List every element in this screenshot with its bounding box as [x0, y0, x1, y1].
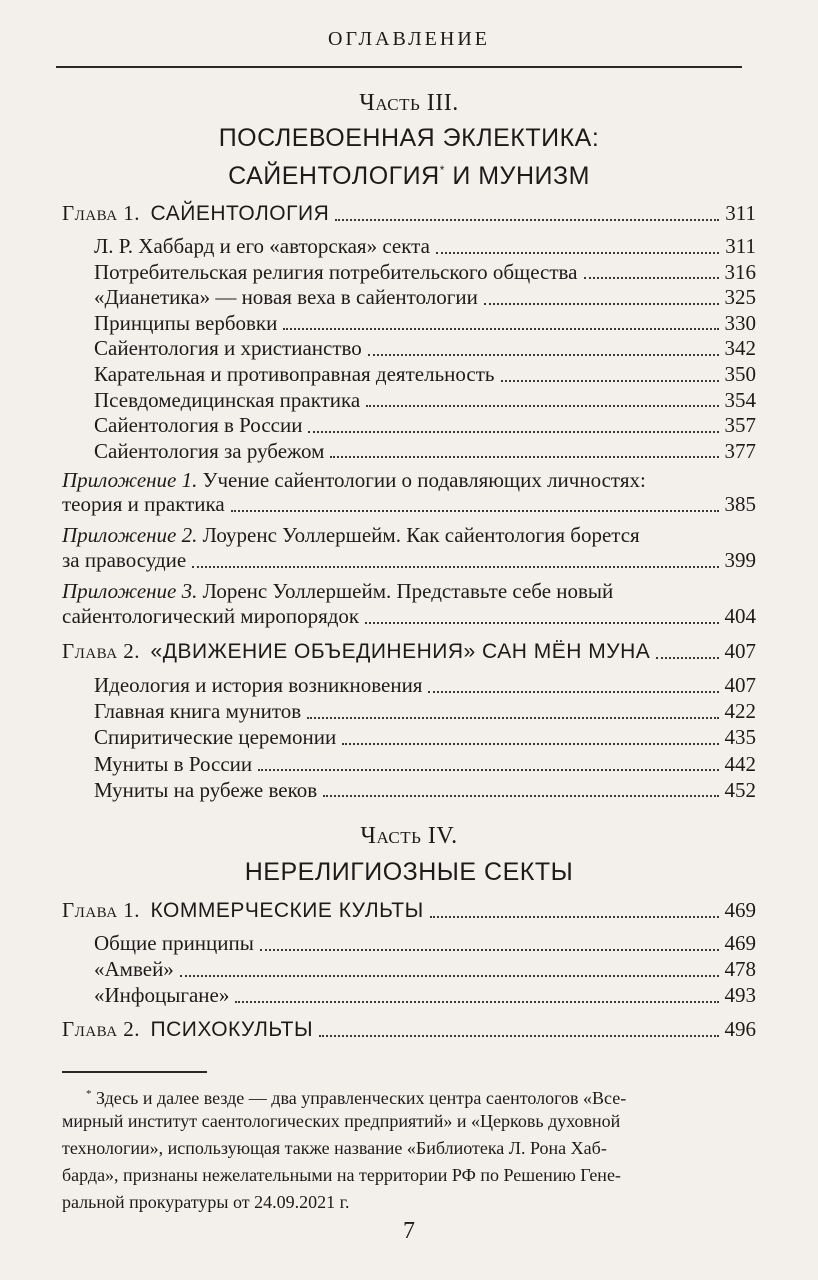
footnote-line-1: * Здесь и далее везде — два управленческих центра саентологов «Все-	[86, 1088, 627, 1108]
toc-entry[interactable]	[94, 752, 756, 777]
toc-entry-title: Муниты на рубеже веков	[94, 777, 318, 802]
toc-entry-title: «Амвей»	[94, 957, 174, 981]
dot-leader	[283, 328, 718, 330]
chapter-title: ПСИХОКУЛЬТЫ	[150, 1018, 314, 1041]
dot-leader	[430, 916, 719, 918]
dot-leader	[308, 431, 718, 433]
header-rule	[56, 66, 742, 68]
dot-leader	[258, 769, 718, 771]
dot-leader	[323, 795, 718, 797]
dot-leader	[484, 303, 719, 305]
page-number: 7	[403, 1218, 415, 1244]
toc-entry-title: Общие принципы	[94, 931, 254, 955]
toc-entry-title: «Дианетика» — новая веха в сайентологии	[94, 285, 478, 310]
appendix-label: Приложение 1.	[62, 468, 198, 492]
part-3-label: Часть III.	[359, 90, 459, 116]
page-ref: 493	[724, 983, 756, 1007]
page-ref: 316	[724, 259, 756, 284]
page-ref: 311	[725, 201, 756, 225]
page-ref: 422	[724, 699, 756, 724]
toc-entry-title: Псевдомедицинская практика	[94, 387, 361, 412]
dot-leader	[330, 456, 718, 458]
toc-entry-title: Потребительская религия потребительского общества	[94, 259, 578, 284]
toc-entry-title: «Инфоцыгане»	[94, 983, 230, 1007]
running-head: ОГЛАВЛЕНИЕ	[328, 28, 490, 50]
chapter-title: «ДВИЖЕНИЕ ОБЪЕДИНЕНИЯ» САН МЁН МУНА	[150, 640, 651, 663]
toc-entry-title: Идеология и история возникновения	[94, 673, 423, 697]
dot-leader	[501, 380, 719, 382]
dot-leader	[428, 691, 718, 693]
toc-entry[interactable]	[94, 336, 756, 361]
toc-entry-title: Сайентология за рубежом	[94, 438, 325, 463]
appendix-2-line-2[interactable]: за правосудие 399	[62, 548, 756, 572]
appendix-2-line-1[interactable]: Приложение 2. Лоуренс Уоллершейм. Как сайентология борется	[62, 523, 640, 547]
toc-chapter-psychocults[interactable]	[62, 1017, 756, 1042]
dot-leader	[366, 405, 718, 407]
dot-leader	[335, 219, 719, 221]
toc-entry-title: Карательная и противоправная деятельность	[94, 362, 495, 386]
part-4-title: НЕРЕЛИГИОЗНЫЕ СЕКТЫ	[244, 858, 574, 886]
toc-entry[interactable]	[94, 234, 756, 259]
page-ref: 399	[724, 548, 756, 572]
toc-entry-title: Сайентология в России	[94, 413, 303, 438]
dot-leader	[342, 743, 718, 745]
page-ref: 357	[724, 413, 756, 438]
page-ref: 377	[724, 438, 756, 463]
footnote-mark: *	[86, 1088, 92, 1100]
toc-entry[interactable]	[94, 388, 756, 413]
appendix-label: Приложение 3.	[62, 579, 198, 603]
page-ref: 452	[724, 777, 756, 802]
part-3-title-line-1: ПОСЛЕВОЕННАЯ ЭКЛЕКТИКА:	[218, 124, 600, 152]
toc-entry[interactable]	[94, 260, 756, 285]
toc-entry[interactable]	[94, 699, 756, 724]
page-ref: 469	[724, 931, 756, 955]
dot-leader	[231, 510, 719, 512]
appendix-3-line-2[interactable]: сайентологический миропорядок 404	[62, 604, 756, 628]
dot-leader	[235, 1001, 718, 1003]
dot-leader	[319, 1035, 718, 1037]
chapter-label: Глава 2.	[62, 1017, 141, 1041]
chapter-title: КОММЕРЧЕСКИЕ КУЛЬТЫ	[150, 899, 424, 922]
toc-entry[interactable]	[94, 439, 756, 464]
toc-entry[interactable]	[94, 983, 756, 1008]
page-ref: 407	[724, 639, 756, 663]
appendix-1-line-2[interactable]: теория и практика 385	[62, 492, 756, 516]
toc-entry-title: Принципы вербовки	[94, 310, 278, 335]
chapter-title: САЙЕНТОЛОГИЯ	[150, 202, 330, 225]
part-3-title-line-2: САЙЕНТОЛОГИЯ* И МУНИЗМ	[228, 162, 590, 190]
toc-entry[interactable]	[94, 778, 756, 803]
toc-entry-title: Главная книга мунитов	[94, 699, 302, 724]
toc-entry[interactable]	[94, 931, 756, 956]
page-ref: 404	[724, 604, 756, 628]
appendix-label: Приложение 2.	[62, 523, 198, 547]
page-ref: 354	[724, 387, 756, 412]
page-ref: 435	[724, 725, 756, 750]
dot-leader	[260, 949, 719, 951]
page-ref: 469	[724, 898, 756, 922]
dot-leader	[307, 717, 718, 719]
toc-entry[interactable]	[94, 673, 756, 698]
chapter-label: Глава 1.	[62, 201, 141, 225]
page-ref: 330	[724, 310, 756, 335]
dot-leader	[365, 622, 718, 624]
dot-leader	[368, 354, 719, 356]
toc-entry-title: Спиритические церемонии	[94, 725, 337, 750]
page-ref: 496	[724, 1017, 756, 1041]
footnote-line-5: ральной прокуратуры от 24.09.2021 г.	[62, 1192, 350, 1212]
dot-leader	[656, 657, 718, 659]
page-ref: 478	[724, 957, 756, 981]
page-ref: 350	[724, 362, 756, 386]
toc-chapter-commercial-cults[interactable]	[62, 898, 756, 923]
part-4-label: Часть IV.	[360, 823, 458, 849]
footnote-line-4: барда», признаны нежелательными на территории РФ по Решению Гене-	[62, 1165, 621, 1185]
appendix-3-line-1[interactable]: Приложение 3. Лоренс Уоллершейм. Представьте себе новый	[62, 579, 614, 603]
dot-leader	[584, 277, 719, 279]
page-ref: 325	[724, 285, 756, 310]
page-ref: 442	[724, 751, 756, 776]
toc-entry[interactable]	[94, 362, 756, 387]
chapter-label: Глава 1.	[62, 898, 141, 922]
page-ref: 385	[724, 492, 756, 516]
dot-leader	[192, 566, 718, 568]
footnote-line-3: технологии», использующая также название «Библиотека Л. Рона Хаб-	[62, 1138, 607, 1158]
page-ref: 311	[725, 234, 756, 258]
toc-entry-title: Л. Р. Хаббард и его «авторская» секта	[94, 234, 430, 258]
dot-leader	[180, 975, 719, 977]
toc-entry[interactable]	[94, 957, 756, 982]
toc-entry[interactable]	[94, 285, 756, 310]
toc-entry-title: Сайентология и христианство	[94, 336, 362, 361]
dot-leader	[436, 252, 719, 254]
toc-entry[interactable]	[94, 413, 756, 438]
toc-entry[interactable]	[94, 725, 756, 750]
chapter-label: Глава 2.	[62, 639, 141, 663]
toc-entry[interactable]	[94, 311, 756, 336]
footnote-rule	[62, 1071, 207, 1073]
appendix-1-line-1[interactable]: Приложение 1. Учение сайентологии о подавляющих личностях:	[62, 468, 646, 492]
footnote-mark: *	[439, 163, 445, 177]
toc-entry-title: Муниты в России	[94, 751, 253, 776]
toc-chapter-scientology[interactable]	[62, 201, 756, 226]
toc-chapter-unification[interactable]	[62, 639, 756, 664]
page-ref: 407	[724, 673, 756, 697]
page-ref: 342	[724, 336, 756, 361]
footnote-line-2: мирный институт саентологических предприятий» и «Церковь духовной	[62, 1111, 621, 1131]
